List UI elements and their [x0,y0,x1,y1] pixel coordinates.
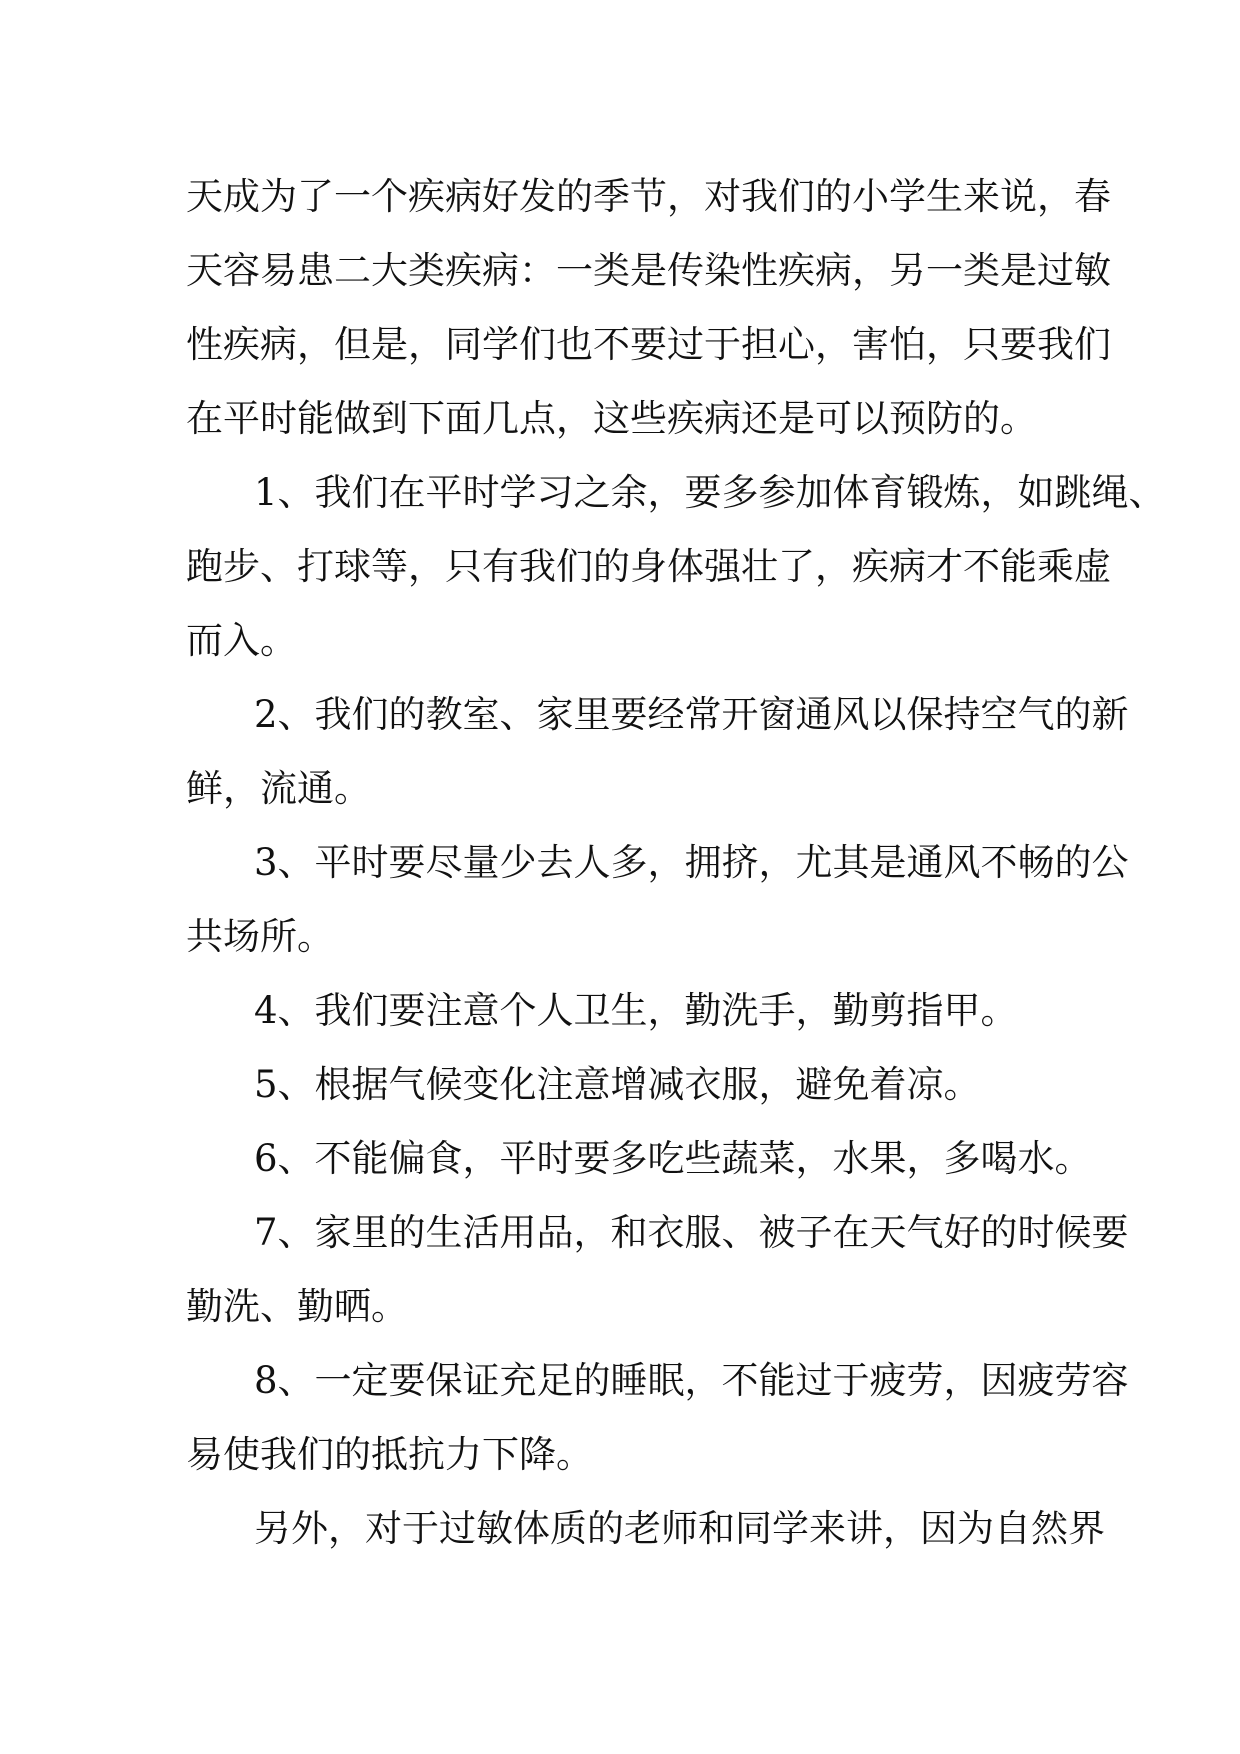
text-line: 勤洗、勤晒。 [186,1285,408,1328]
text-line: 性疾病，但是，同学们也不要过于担心，害怕，只要我们 [186,323,1111,366]
text-line: 天成为了一个疾病好发的季节，对我们的小学生来说，春 [186,175,1111,218]
text-line: 而入。 [186,619,297,662]
text-line: 在平时能做到下面几点，这些疾病还是可以预防的。 [186,397,1037,440]
text-line: 4、我们要注意个人卫生，勤洗手，勤剪指甲。 [254,989,1018,1032]
text-line: 跑步、打球等，只有我们的身体强壮了，疾病才不能乘虚 [186,545,1111,588]
text-line: 5、根据气候变化注意增减衣服，避免着凉。 [254,1063,981,1106]
text-line: 3、平时要尽量少去人多，拥挤，尤其是通风不畅的公 [254,841,1129,884]
text-line: 另外，对于过敏体质的老师和同学来讲，因为自然界 [254,1507,1105,1550]
text-line: 2、我们的教室、家里要经常开窗通风以保持空气的新 [254,693,1129,736]
text-line: 8、一定要保证充足的睡眠，不能过于疲劳，因疲劳容 [254,1359,1129,1402]
text-line: 6、不能偏食，平时要多吃些蔬菜，水果，多喝水。 [254,1137,1092,1180]
text-line: 共场所。 [186,915,334,958]
text-line: 1、我们在平时学习之余，要多参加体育锻炼，如跳绳、 [254,471,1166,514]
text-line: 天容易患二大类疾病：一类是传染性疾病，另一类是过敏 [186,249,1111,292]
text-line: 易使我们的抵抗力下降。 [186,1433,593,1476]
text-line: 7、家里的生活用品，和衣服、被子在天气好的时候要 [254,1211,1129,1254]
text-line: 鲜，流通。 [186,767,371,810]
